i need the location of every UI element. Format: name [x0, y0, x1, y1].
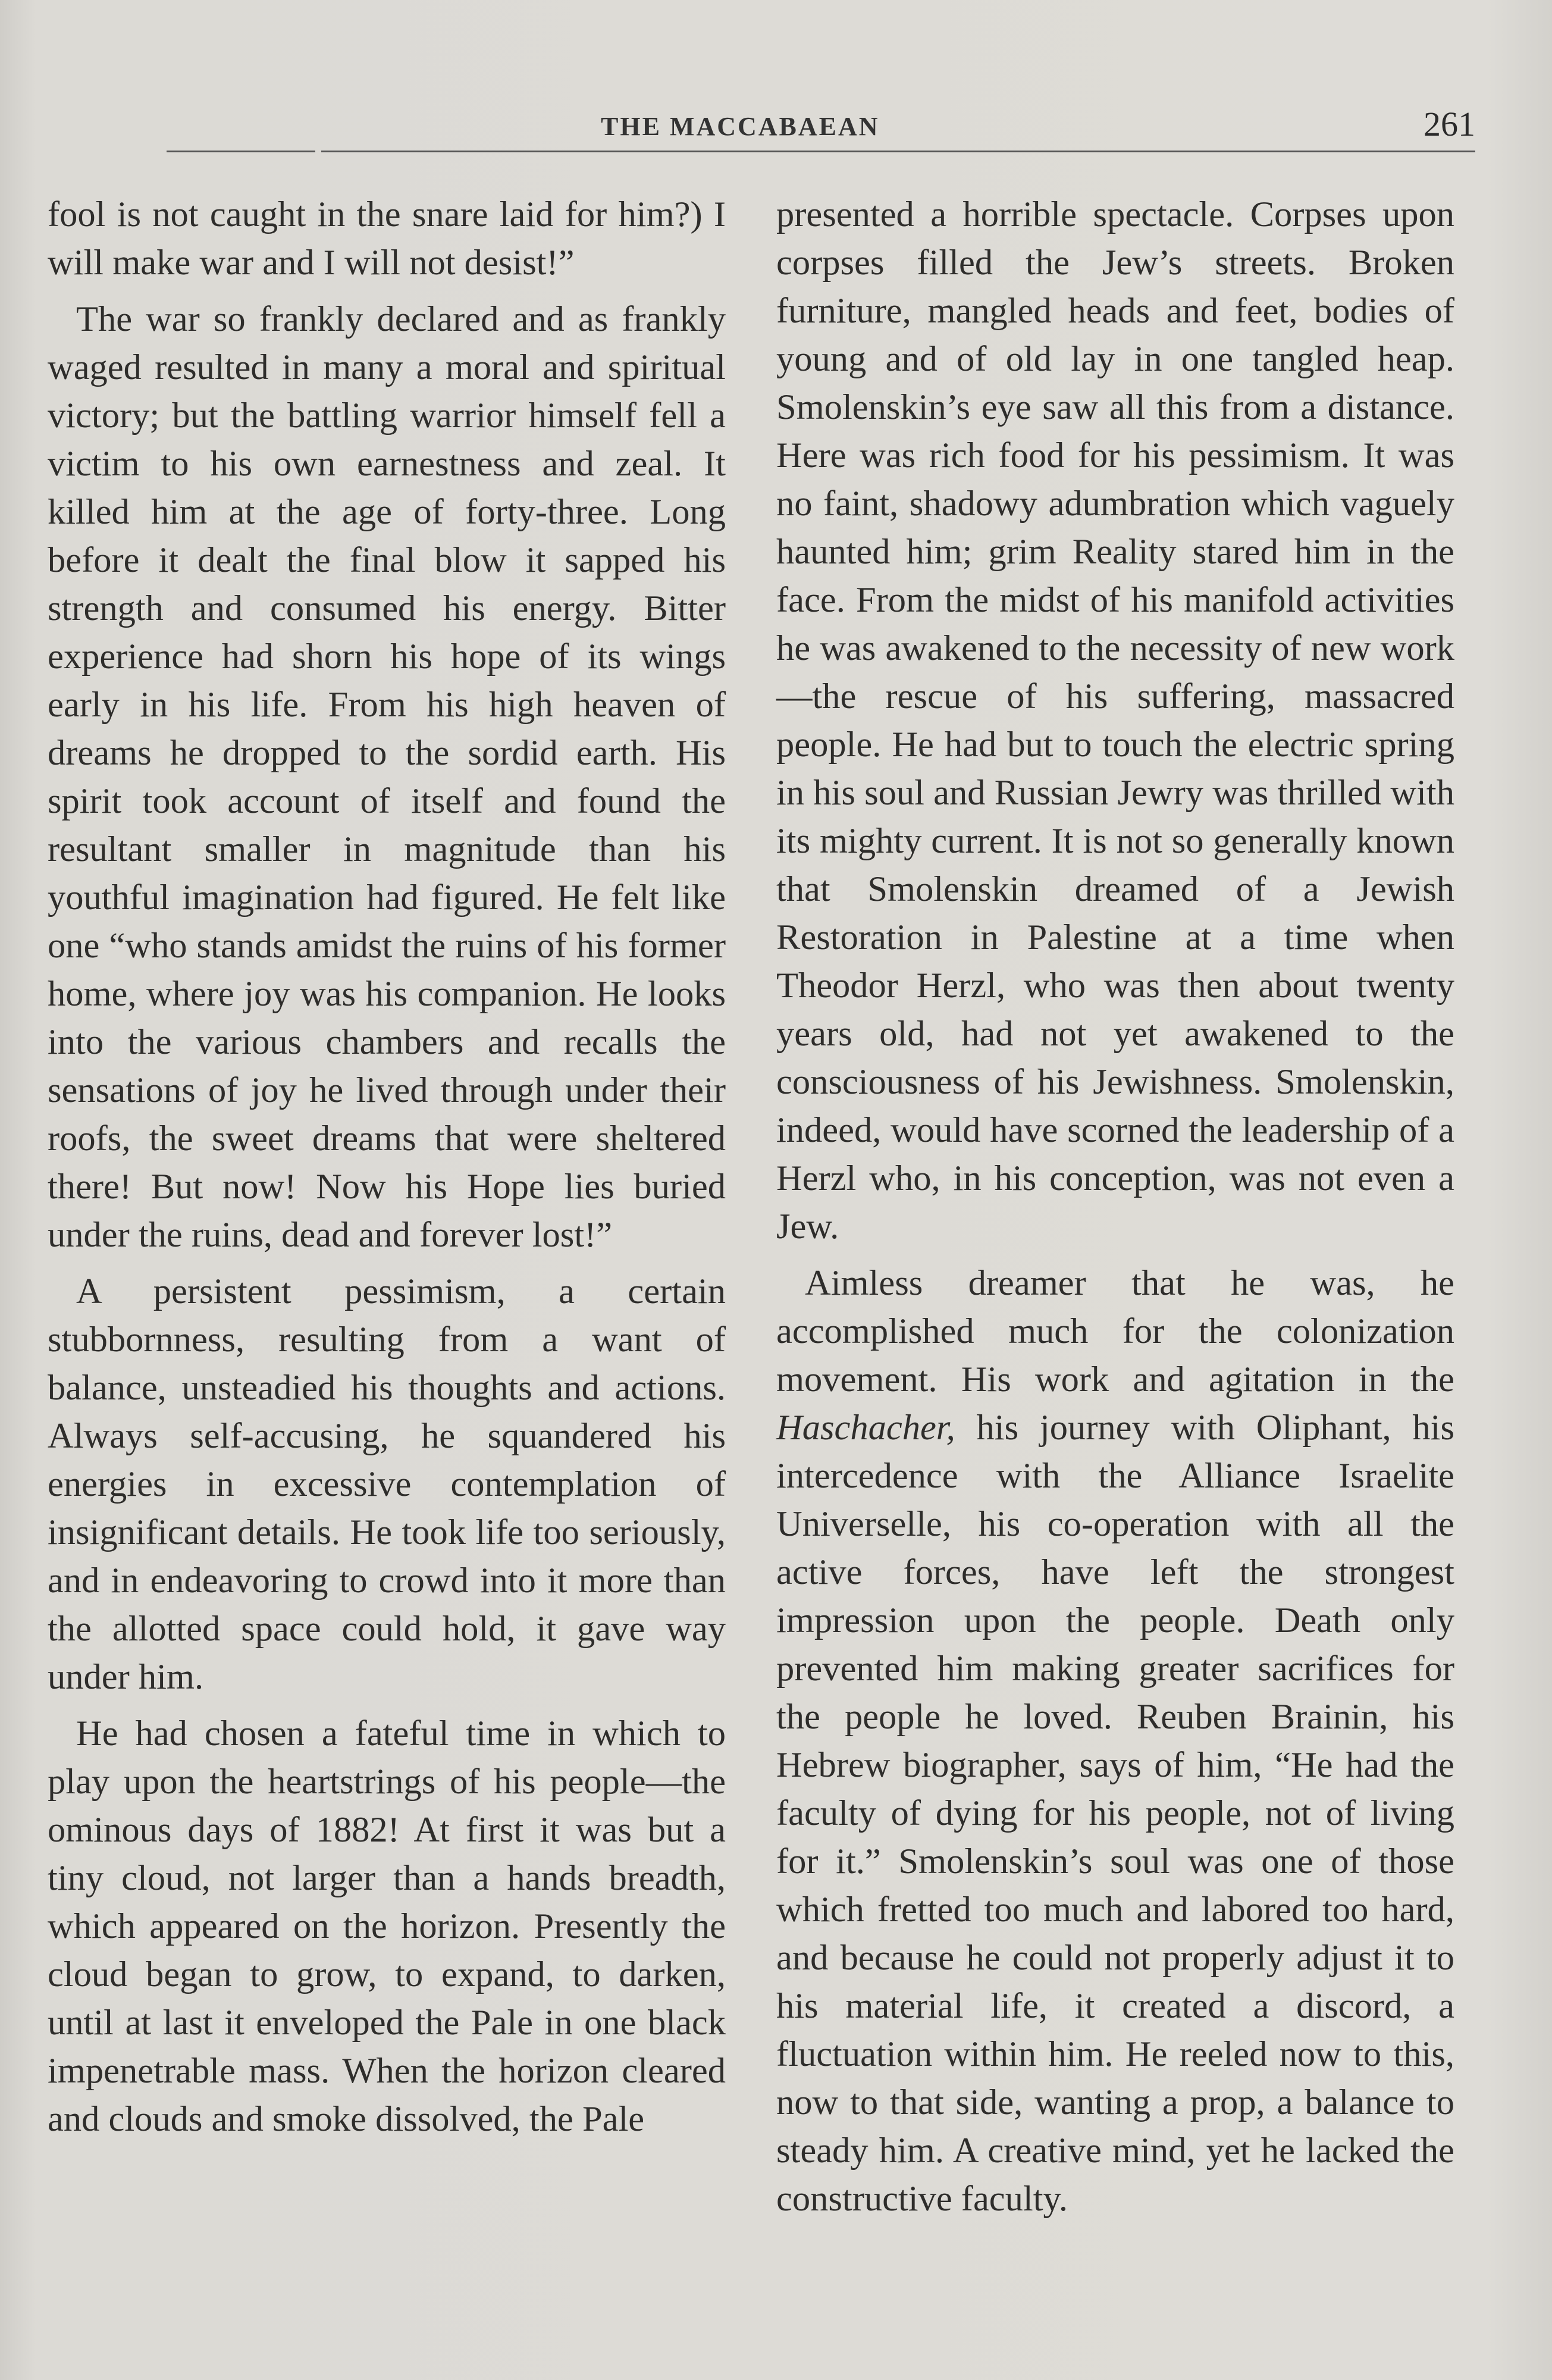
paragraph-war-declared: The war so frankly declared and as frankly waged resulted in many a moral and spiritual victory; but the battling warrior himself fell a victim to his own earnestness and zeal. It killed him at the age of forty-three. Long before it dealt the final blow it sapped his strength and consumed his energy. Bitter experience had shorn his hope of its wings early in his life. From his high heaven of dreams he dropped to the sordid earth. His spirit took account of itself and found the resultant smaller in magnitude than his youthful imagination had figured. He felt like one “who stands amidst the ruins of his former home, where joy was his companion. He looks into the various chambers and recalls the sensations of joy he lived through under their roofs, the sweet dreams that were sheltered there! But now! Now his Hope lies buried under the ruins, dead and forever lost!”: [48, 299, 726, 1255]
header-rule-left: [167, 151, 315, 152]
page-header: [143, 104, 1475, 152]
italic-publication-title: Haschacher,: [776, 1408, 955, 1448]
paragraph-continuation: fool is not caught in the snare laid for him?) I will make war and I will not desist!”: [48, 195, 726, 283]
paragraph-spectacle: presented a horrible spectacle. Corpses upon corpses filled the Jew’s streets. Broken furniture, mangled heads and feet, bodies of young and of old lay in one tangled heap. Smolenskin’s eye saw all this from a distance. Here was rich food for his pessimism. It was no faint, shadowy adumbration which vaguely haunted him; grim Reality stared him in the face. From the midst of his manifold activities he was awakened to the necessity of new work—the rescue of his suffering, massacred people. He had but to touch the electric spring in his soul and Russian Jewry was thrilled with its mighty current. It is not so generally known that Smolenskin dreamed of a Jewish Restoration in Palestine at a time when Theodor Herzl, who was then about twenty years old, had not yet awakened to the consciousness of his Jewishness. Smolenskin, indeed, would have scorned the leadership of a Herzl who, in his conception, was not even a Jew.: [776, 195, 1454, 1247]
running-title: THE MACCABAEAN: [601, 112, 880, 141]
page-number: 261: [1424, 105, 1475, 143]
paragraph-pessimism: A persistent pessimism, a certain stubbornness, resulting from a want of balance, unsteadied his thoughts and actions. Always self-accusing, he squandered his energies in excessive contemplation of insignificant details. He took life too seriously, and in endeavoring to crowd into it more than the allotted space could hold, it gave way under him.: [48, 1272, 726, 1697]
right-column: [776, 190, 1454, 2223]
text-run: his journey with Oliphant, his intercedence with the Alliance Israelite Universelle, his co-operation with all the active forces, have left the strongest impression upon the people. Death only prevented him making greater sacrifices for the people he loved. Reuben Brainin, his Hebrew biographer, says of him, “He had the faculty of dying for his people, not of living for it.” Smolenskin’s soul was one of those which fretted too much and labored too hard, and because he could not properly adjust it to his material life, it created a discord, a fluctuation within him. He reeled now to this, now to that side, wanting a prop, a balance to steady him. A creative mind, yet he lacked the constructive faculty.: [776, 1408, 1454, 2219]
left-column: [48, 190, 726, 2143]
header-rule-right: [321, 151, 1475, 152]
text-run: Aimless dreamer that he was, he accomplished much for the colonization movement. His work and agitation in the: [776, 1263, 1454, 1399]
paragraph-aimless-dreamer: [776, 1259, 1454, 2223]
paragraph-fateful-time: He had chosen a fateful time in which to play upon the heartstrings of his people—the ominous days of 1882! At first it was but a tiny cloud, not larger than a hands breadth, which appeared on the horizon. Presently the cloud began to grow, to expand, to darken, until at last it enveloped the Pale in one black impenetrable mass. When the horizon cleared and clouds and smoke dissolved, the Pale: [48, 1714, 726, 2139]
